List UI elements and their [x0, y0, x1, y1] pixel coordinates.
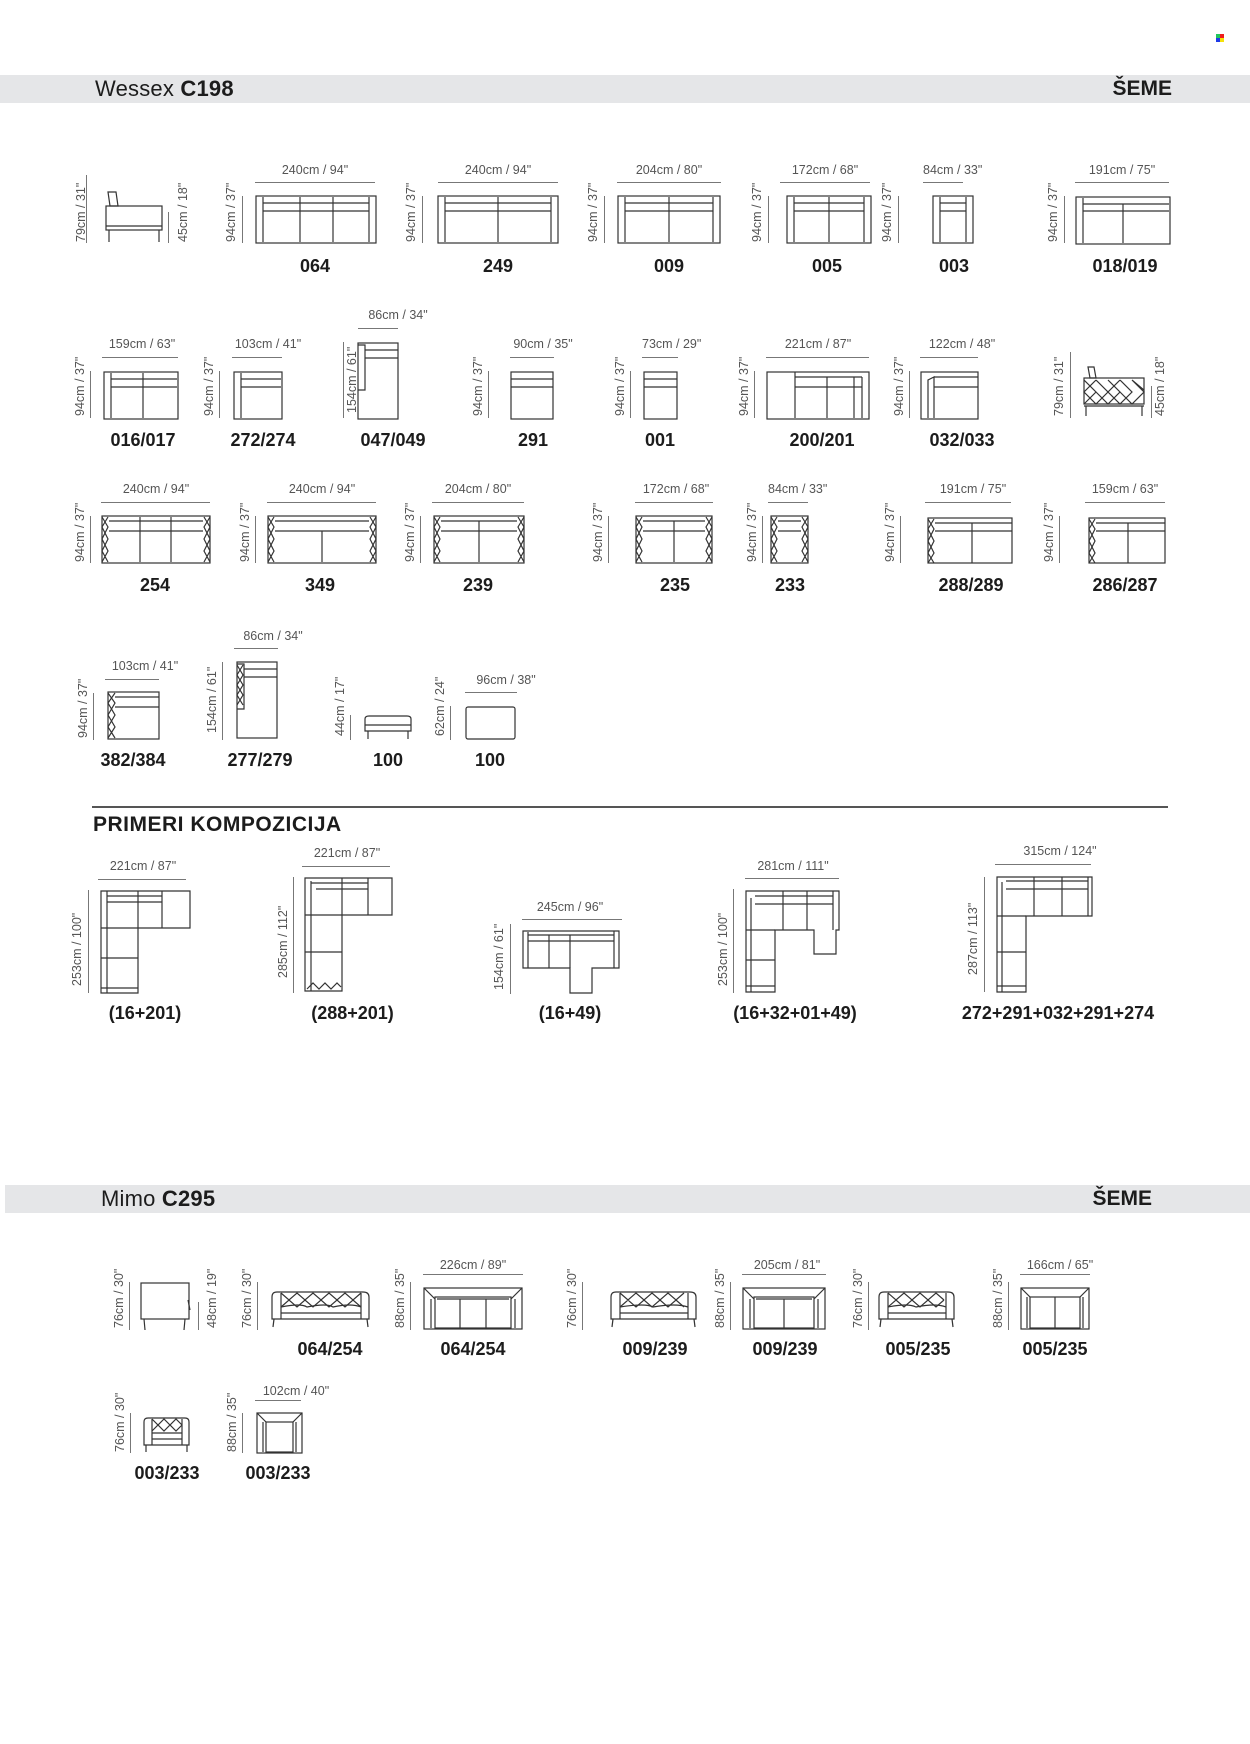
width-label: 172cm / 68" — [791, 163, 859, 177]
width-label: 96cm / 38" — [476, 673, 536, 687]
sofa-2-seat-quilted-drawing — [433, 515, 527, 565]
model-code: 235 — [659, 575, 691, 595]
model-code: 003 — [938, 256, 970, 276]
model-code: 005/235 — [1022, 1339, 1088, 1359]
width-label: 86cm / 34" — [243, 629, 303, 643]
composition-code: (16+32+01+49) — [733, 1003, 857, 1023]
sofa-1-arm-quilted-drawing — [927, 517, 1015, 567]
width-label: 191cm / 75" — [939, 482, 1007, 496]
model-code: 239 — [462, 575, 494, 595]
height-label: 94cm / 37" — [403, 502, 417, 562]
height-label: 154cm / 61" — [492, 923, 506, 990]
height-label: 285cm / 112" — [276, 905, 290, 978]
height-label: 94cm / 37" — [202, 356, 216, 416]
model-code: 291 — [517, 430, 549, 450]
height-label: 94cm / 37" — [880, 182, 894, 242]
l-shape-large-composition-drawing — [996, 876, 1096, 994]
composition-code: (288+201) — [311, 1003, 394, 1023]
sofa-3-seat-drawing — [255, 195, 377, 245]
height-label: 94cm / 37" — [591, 502, 605, 562]
sofa-1-arm-drawing — [1075, 196, 1171, 246]
width-label: 315cm / 124" — [1023, 844, 1097, 858]
height-label: 154cm / 61" — [345, 346, 359, 413]
ottoman-side-drawing — [364, 715, 414, 743]
sofa-quilted-top-drawing — [423, 1287, 525, 1331]
composition-code: (16+201) — [108, 1003, 182, 1023]
height-label: 154cm / 61" — [205, 666, 219, 733]
height-label: 88cm / 35" — [713, 1268, 727, 1328]
model-code: 286/287 — [1092, 575, 1158, 595]
height-label: 94cm / 37" — [1046, 182, 1060, 242]
corner-seat-drawing — [233, 371, 283, 421]
height-label: 88cm / 35" — [225, 1392, 239, 1452]
width-label: 240cm / 94" — [288, 482, 356, 496]
model-code: 064 — [299, 256, 331, 276]
width-label: 281cm / 111" — [757, 859, 829, 873]
seat-height-label: 45cm / 18" — [1153, 356, 1167, 416]
sofa-quilted-top-drawing — [742, 1287, 828, 1331]
compositions-heading: PRIMERI KOMPOZICIJA — [93, 813, 342, 836]
mimo-title: Mimo C295 — [101, 1186, 216, 1211]
brand-logo-icon — [1216, 34, 1224, 42]
l-shape-composition-drawing — [304, 877, 396, 993]
seat-height-label: 45cm / 18" — [176, 182, 190, 242]
width-label: 90cm / 35" — [513, 337, 573, 351]
sofa-2-seat-quilted-drawing — [267, 515, 379, 565]
model-code: 032/033 — [929, 430, 995, 450]
wessex-header — [0, 75, 1250, 103]
corner-seat-drawing — [920, 371, 980, 421]
corner-seat-quilted-drawing — [107, 691, 161, 741]
armless-seat-drawing — [643, 371, 679, 421]
model-code: 003/233 — [245, 1463, 311, 1483]
height-label: 94cm / 37" — [737, 356, 751, 416]
width-label: 204cm / 80" — [635, 163, 703, 177]
model-code: 047/049 — [360, 430, 426, 450]
mimo-schemes-label: ŠEME — [1092, 1187, 1152, 1210]
composition-code: (16+49) — [538, 1003, 602, 1023]
ottoman-top-drawing — [465, 706, 517, 742]
sofa-2-seat-drawing — [617, 195, 721, 245]
height-label: 88cm / 35" — [991, 1268, 1005, 1328]
armless-seat-drawing — [510, 371, 556, 421]
model-code: 254 — [139, 575, 171, 595]
armchair-drawing — [932, 195, 974, 245]
model-code: 005/235 — [885, 1339, 951, 1359]
width-label: 86cm / 34" — [368, 308, 428, 322]
width-label: 84cm / 33" — [923, 163, 983, 177]
height-label: 287cm / 113" — [966, 902, 980, 975]
chaise-drawing — [357, 342, 401, 422]
width-label: 103cm / 41" — [234, 337, 302, 351]
sofa-3-seat-quilted-drawing — [101, 515, 213, 565]
height-label: 94cm / 37" — [73, 502, 87, 562]
l-shape-composition-drawing — [100, 890, 192, 995]
width-label: 245cm / 96" — [536, 900, 604, 914]
height-label: 94cm / 37" — [73, 356, 87, 416]
height-label: 94cm / 37" — [750, 182, 764, 242]
width-label: 191cm / 75" — [1088, 163, 1156, 177]
model-code: 001 — [644, 430, 676, 450]
height-label: 94cm / 37" — [1042, 502, 1056, 562]
model-code: 009/239 — [622, 1339, 688, 1359]
height-label: 76cm / 30" — [851, 1268, 865, 1328]
section-divider — [92, 806, 1168, 808]
model-code: 005 — [811, 256, 843, 276]
width-label: 204cm / 80" — [444, 482, 512, 496]
height-label: 76cm / 30" — [112, 1268, 126, 1328]
composition-code: 272+291+032+291+274 — [961, 1003, 1155, 1023]
sofa-quilted-top-drawing — [1020, 1287, 1092, 1331]
model-code: 233 — [774, 575, 806, 595]
seat-height-label: 48cm / 19" — [205, 1268, 219, 1328]
height-label: 94cm / 37" — [76, 678, 90, 738]
height-label: 94cm / 37" — [224, 182, 238, 242]
height-label: 88cm / 35" — [393, 1268, 407, 1328]
width-label: 84cm / 33" — [768, 482, 828, 496]
sofa-side-drawing — [100, 190, 170, 245]
height-label: 94cm / 37" — [586, 182, 600, 242]
height-label: 94cm / 37" — [404, 182, 418, 242]
model-code: 200/201 — [789, 430, 855, 450]
width-label: 221cm / 87" — [784, 337, 852, 351]
height-label: 94cm / 37" — [745, 502, 759, 562]
wessex-title: Wessex C198 — [95, 76, 234, 101]
width-label: 221cm / 87" — [109, 859, 177, 873]
height-label: 76cm / 30" — [565, 1268, 579, 1328]
model-code: 100 — [474, 750, 506, 770]
model-code: 288/289 — [938, 575, 1004, 595]
width-label: 166cm / 65" — [1026, 1258, 1094, 1272]
height-label: 44cm / 17" — [333, 676, 347, 736]
height-label: 94cm / 37" — [238, 502, 252, 562]
width-label: 172cm / 68" — [642, 482, 710, 496]
model-code: 064/254 — [297, 1339, 363, 1359]
height-label: 94cm / 37" — [892, 356, 906, 416]
width-label: 240cm / 94" — [464, 163, 532, 177]
sofa-2-seat-quilted-drawing — [635, 515, 715, 565]
model-code: 100 — [372, 750, 404, 770]
model-code: 003/233 — [134, 1463, 200, 1483]
width-label: 159cm / 63" — [108, 337, 176, 351]
model-code: 349 — [304, 575, 336, 595]
u-shape-composition-drawing — [745, 890, 845, 995]
height-label: 94cm / 37" — [471, 356, 485, 416]
width-label: 226cm / 89" — [439, 1258, 507, 1272]
sofa-quilted-front-drawing — [878, 1291, 958, 1331]
width-label: 73cm / 29" — [642, 337, 702, 351]
model-code: 272/274 — [230, 430, 296, 450]
model-code: 009/239 — [752, 1339, 818, 1359]
mimo-header — [5, 1185, 1250, 1213]
sofa-2-seat-drawing — [786, 195, 874, 245]
chaise-composition-drawing — [522, 930, 622, 995]
sofa-2-seat-drawing — [437, 195, 559, 245]
width-label: 102cm / 40" — [262, 1384, 330, 1398]
chaise-quilted-drawing — [236, 661, 280, 741]
width-label: 122cm / 48" — [928, 337, 996, 351]
model-code: 009 — [653, 256, 685, 276]
height-label: 79cm / 31" — [1052, 356, 1066, 416]
sofa-1-arm-quilted-drawing — [1088, 517, 1168, 567]
model-code: 277/279 — [227, 750, 293, 770]
height-label: 94cm / 37" — [883, 502, 897, 562]
armchair-quilted-front-drawing — [143, 1417, 193, 1457]
model-code: 064/254 — [440, 1339, 506, 1359]
sofa-side-drawing — [140, 1282, 192, 1332]
width-label: 221cm / 87" — [313, 846, 381, 860]
width-label: 103cm / 41" — [111, 659, 179, 673]
sofa-quilted-front-drawing — [271, 1291, 371, 1331]
corner-unit-drawing — [766, 371, 870, 421]
wessex-schemes-label: ŠEME — [1112, 77, 1172, 100]
height-label: 253cm / 100" — [716, 912, 730, 986]
model-code: 016/017 — [110, 430, 176, 450]
model-code: 382/384 — [100, 750, 166, 770]
width-label: 240cm / 94" — [122, 482, 190, 496]
height-label: 62cm / 24" — [433, 676, 447, 736]
height-label: 253cm / 100" — [70, 912, 84, 986]
sofa-side-quilted-drawing — [1083, 366, 1147, 422]
height-label: 76cm / 30" — [240, 1268, 254, 1328]
height-label: 79cm / 31" — [74, 182, 88, 242]
model-code: 018/019 — [1092, 256, 1158, 276]
armchair-quilted-top-drawing — [256, 1412, 304, 1456]
model-code: 249 — [482, 256, 514, 276]
width-label: 159cm / 63" — [1091, 482, 1159, 496]
armchair-quilted-drawing — [770, 515, 810, 565]
height-label: 94cm / 37" — [613, 356, 627, 416]
height-label: 76cm / 30" — [113, 1392, 127, 1452]
width-label: 205cm / 81" — [753, 1258, 821, 1272]
width-label: 240cm / 94" — [281, 163, 349, 177]
sofa-1-arm-drawing — [103, 371, 181, 421]
sofa-quilted-front-drawing — [610, 1291, 700, 1331]
